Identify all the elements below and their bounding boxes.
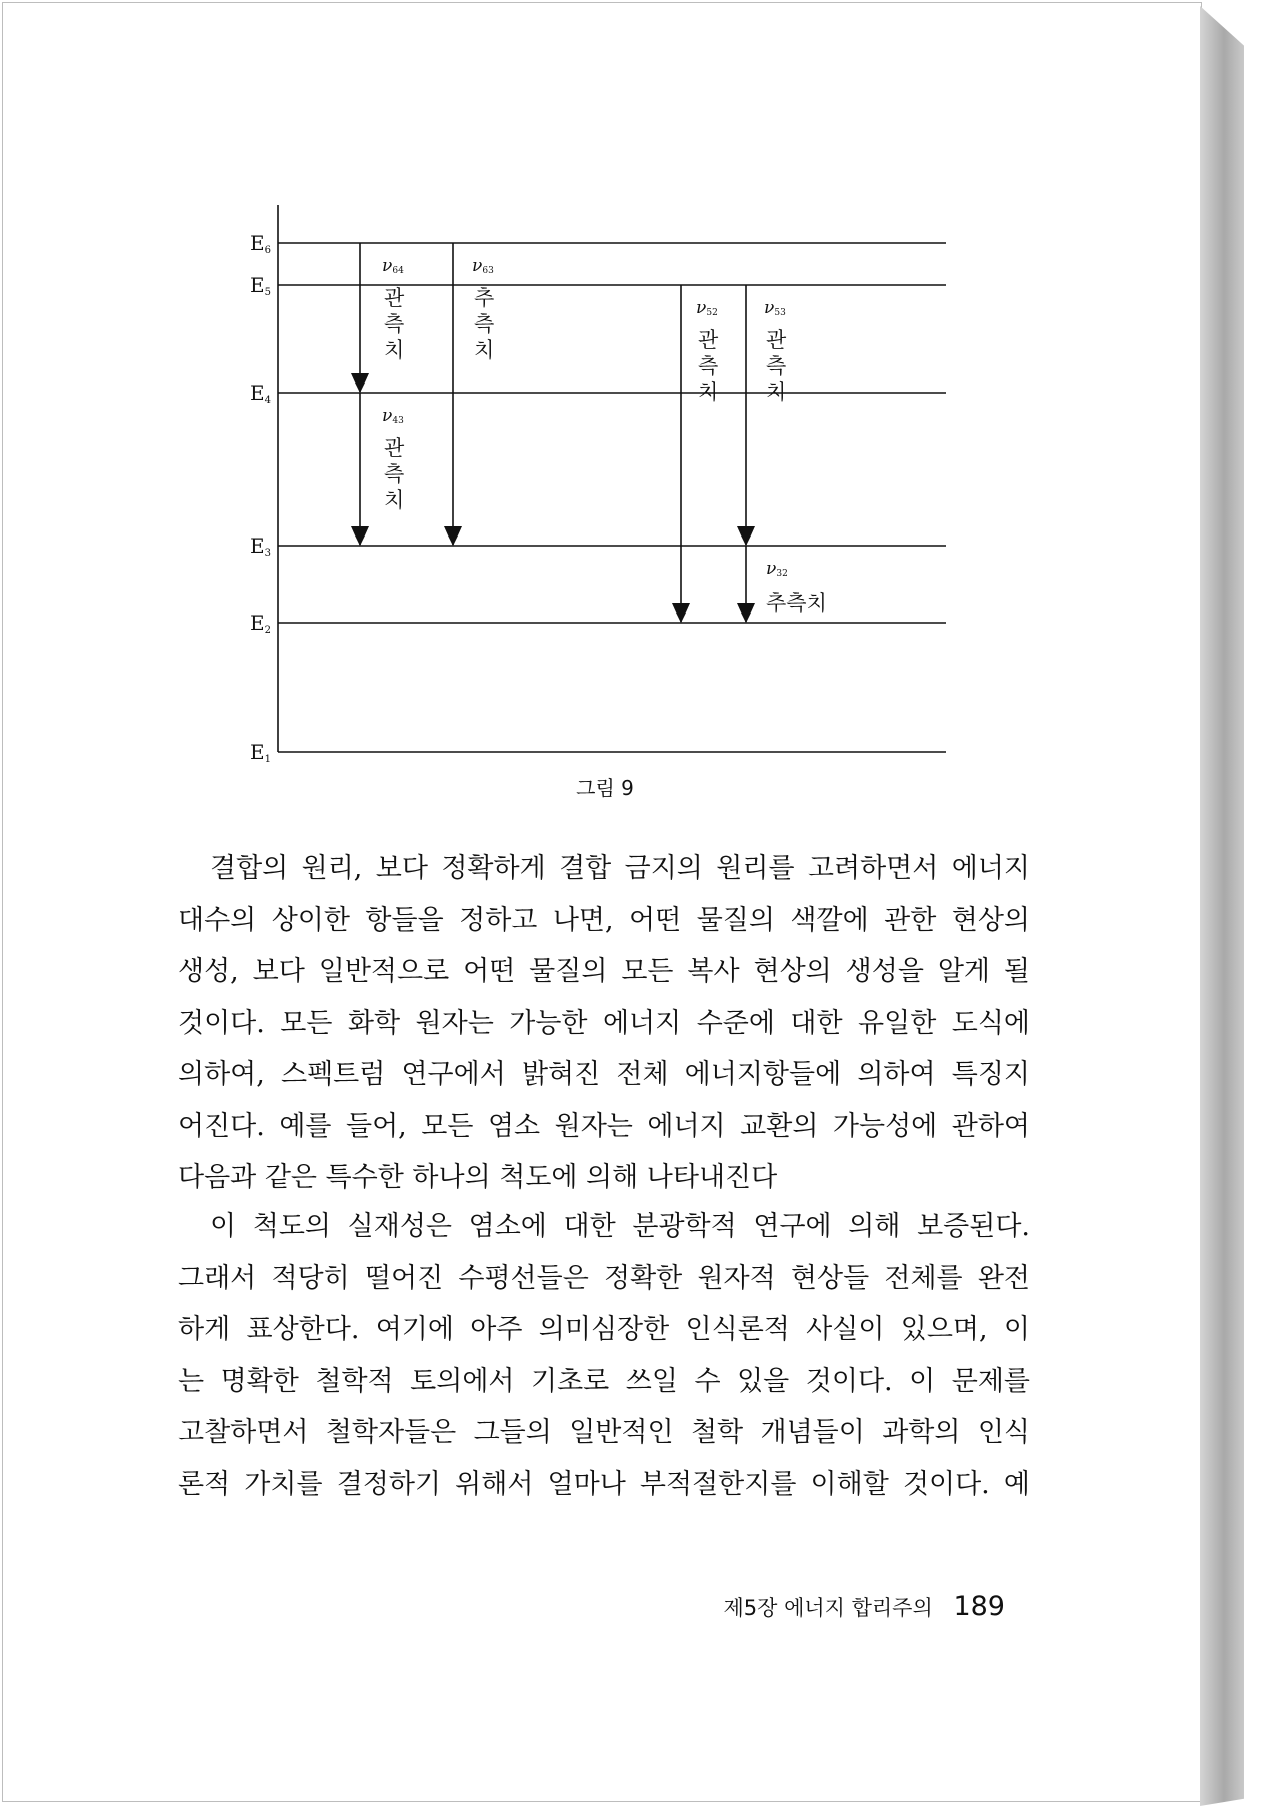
transition-label-char: 치	[474, 338, 495, 362]
text-line: 그래서 적당히 떨어진 수평선들은 정확한 원자적 현상들 전체를 완전	[178, 1262, 1030, 1294]
energy-level-label: E1	[250, 740, 271, 765]
frequency-label-43: ν43	[382, 406, 404, 426]
frequency-label-64: ν64	[382, 256, 404, 276]
transition-label-char: 관	[384, 286, 405, 310]
transition-label-char: 측	[384, 312, 405, 336]
transition-label-char: 측	[766, 354, 787, 378]
text-line: 이 척도의 실재성은 염소에 대한 분광학적 연구에 의해 보증된다.	[210, 1211, 1030, 1242]
text-line: 는 명확한 철학적 토의에서 기초로 쓰일 수 있을 것이다. 이 문제를	[178, 1365, 1030, 1397]
frequency-label-32: ν32	[766, 559, 788, 579]
text-line: 고찰하면서 철학자들은 그들의 일반적인 철학 개념들이 과학의 인식	[178, 1417, 1030, 1448]
arrowhead-icon	[672, 603, 690, 623]
transition-label-char: 관	[698, 328, 719, 352]
text-line: 것이다. 모든 화학 원자는 가능한 에너지 수준에 대한 유일한 도식에	[178, 1007, 1030, 1039]
chapter-title: 제5장 에너지 합리주의	[723, 1596, 933, 1620]
text-line: 다음과 같은 특수한 하나의 척도에 의해 나타내진다	[178, 1162, 778, 1193]
text-line: 대수의 상이한 항들을 정하고 나면, 어떤 물질의 색깔에 관한 현상의	[178, 904, 1030, 936]
transition-label-char: 측	[384, 462, 405, 486]
transition-label-char: 측	[698, 354, 719, 378]
energy-level-label: E3	[250, 534, 271, 559]
transition-label: 추측치	[766, 591, 827, 615]
text-line: 생성, 보다 일반적으로 어떤 물질의 모든 복사 현상의 생성을 알게 될	[178, 956, 1030, 987]
frequency-label-53: ν53	[764, 298, 786, 318]
page-number: 189	[953, 1591, 1005, 1622]
body-paragraph-2	[178, 1201, 1030, 1510]
arrowhead-icon	[737, 526, 755, 546]
arrowhead-icon	[444, 526, 462, 546]
figure-caption: 그림 9	[576, 776, 634, 800]
arrowhead-icon	[351, 373, 369, 393]
page-edge-shadow	[1200, 6, 1244, 1806]
transition-label-char: 치	[384, 338, 405, 362]
text-line: 의하여, 스펙트럼 연구에서 밝혀진 전체 에너지항들에 의하여 특징지	[178, 1059, 1030, 1090]
transition-label-char: 치	[384, 488, 405, 512]
body-paragraph-1	[178, 843, 1030, 1204]
energy-level-label: E6	[250, 231, 271, 256]
transition-label-char: 추	[474, 286, 495, 310]
arrowhead-icon	[351, 526, 369, 546]
energy-level-label: E4	[250, 381, 271, 406]
transition-label-char: 치	[698, 380, 719, 404]
arrowhead-icon	[737, 603, 755, 623]
transition-label-char: 측	[474, 312, 495, 336]
transition-label-char: 치	[766, 380, 787, 404]
frequency-label-63: ν63	[472, 256, 494, 276]
transition-label-char: 관	[766, 328, 787, 352]
energy-level-diagram	[0, 0, 1200, 800]
energy-level-label: E2	[250, 611, 271, 636]
frequency-label-52: ν52	[696, 298, 718, 318]
text-line: 결합의 원리, 보다 정확하게 결합 금지의 원리를 고려하면서 에너지	[210, 853, 1030, 884]
energy-level-label: E5	[250, 273, 271, 298]
text-line: 론적 가치를 결정하기 위해서 얼마나 부적절한지를 이해할 것이다. 예	[178, 1468, 1030, 1500]
running-footer	[700, 1591, 1005, 1622]
text-line: 하게 표상한다. 여기에 아주 의미심장한 인식론적 사실이 있으며, 이	[178, 1314, 1030, 1345]
text-line: 어진다. 예를 들어, 모든 염소 원자는 에너지 교환의 가능성에 관하여	[178, 1110, 1030, 1142]
transition-label-char: 관	[384, 436, 405, 460]
